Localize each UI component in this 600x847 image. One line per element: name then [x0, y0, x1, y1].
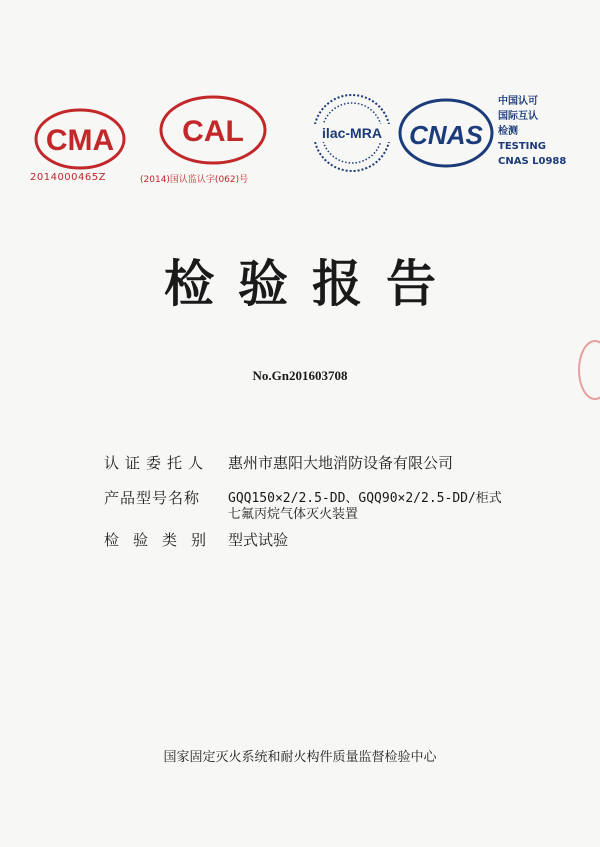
client-value: 惠州市惠阳大地消防设备有限公司	[228, 454, 454, 472]
inspection-type-label: 检验类别	[104, 531, 221, 549]
cnas-line: 检测	[498, 126, 518, 137]
product-value-line2: 七氟丙烷气体灭火装置	[228, 507, 359, 522]
cma-code: 2014000465Z	[30, 172, 106, 183]
stamp-edge	[578, 340, 600, 400]
cal-logo-text: CAL	[182, 115, 244, 148]
report-title: 检验报告	[164, 255, 460, 313]
cal-code: (2014)国认监认字(062)号	[140, 175, 249, 185]
product-value-line1: GQQ150×2/2.5-DD、GQQ90×2/2.5-DD/柜式	[228, 491, 502, 506]
cnas-line: 中国认可	[498, 96, 538, 107]
cnas-line: 国际互认	[498, 111, 538, 122]
issuing-organization: 国家固定灭火系统和耐火构件质量监督检验中心	[163, 750, 437, 765]
cnas-line: CNAS L0988	[498, 156, 567, 167]
report-number: No.Gn201603708	[252, 368, 348, 383]
cnas-line: TESTING	[498, 141, 546, 152]
product-label: 产品型号名称	[104, 489, 201, 507]
cnas-logo	[396, 96, 496, 170]
client-label: 认证委托人	[104, 454, 210, 472]
cma-logo	[34, 108, 126, 170]
cnas-accreditation-text	[498, 94, 566, 169]
ilac-logo-text: ilac-MRA	[322, 125, 382, 141]
cnas-logo-text: CNAS	[409, 120, 483, 150]
cma-logo-text: CMA	[45, 124, 115, 157]
ilac-mra-logo	[306, 92, 398, 174]
inspection-type-value: 型式试验	[228, 531, 289, 549]
cal-logo	[158, 94, 268, 166]
